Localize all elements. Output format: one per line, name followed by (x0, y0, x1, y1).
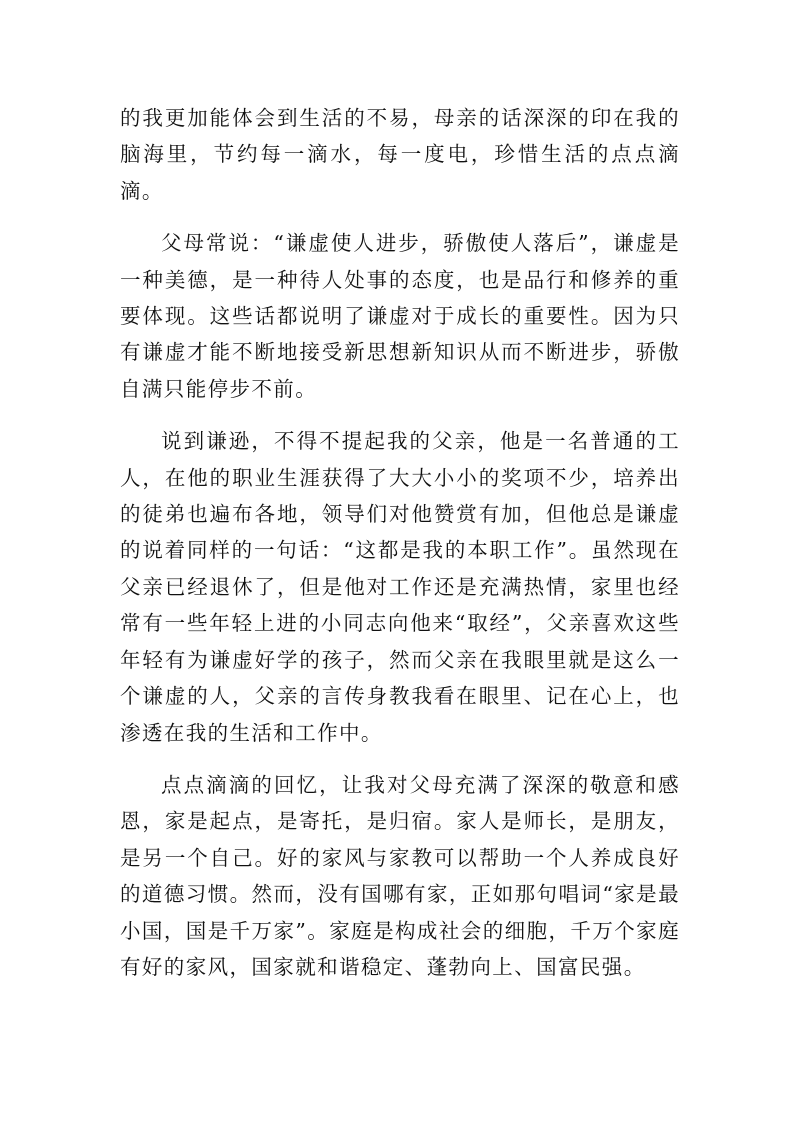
paragraph-3: 说到谦逊，不得不提起我的父亲，他是一名普通的工人，在他的职业生涯获得了大大小小的奖项不少，培养出的徒弟也遍布各地，领导们对他赞赏有加，但他总是谦虚的说着同样的一句话：“这都是我的本职工作”。虽然现在父亲已经退休了，但是他对工作还是充满热情，家里也经常有一些年轻上进的小同志向他来“取经”，父亲喜欢这些年轻有为谦虚好学的孩子，然而父亲在我眼里就是这么一个谦虚的人，父亲的言传身教我看在眼里、记在心上，也渗透在我的生活和工作中。 (120, 429, 680, 745)
paragraph-1: 的我更加能体会到生活的不易，母亲的话深深的印在我的脑海里，节约每一滴水，每一度电，珍惜生活的点点滴滴。 (120, 106, 680, 203)
paragraph-2: 父母常说：“谦虚使人进步，骄傲使人落后”，谦虚是一种美德，是一种待人处事的态度，也是品行和修养的重要体现。这些话都说明了谦虚对于成长的重要性。因为只有谦虚才能不断地接受新思想新知识从而不断进步，骄傲自满只能停步不前。 (120, 231, 680, 401)
paragraph-4: 点点滴滴的回忆，让我对父母充满了深深的敬意和感恩，家是起点，是寄托，是归宿。家人是师长，是朋友，是另一个自己。好的家风与家教可以帮助一个人养成良好的道德习惯。然而，没有国哪有家，正如那句唱词“家是最小国，国是千万家”。家庭是构成社会的细胞，千万个家庭有好的家风，国家就和谐稳定、蓬勃向上、国富民强。 (120, 772, 680, 979)
document-body (120, 100, 680, 1001)
